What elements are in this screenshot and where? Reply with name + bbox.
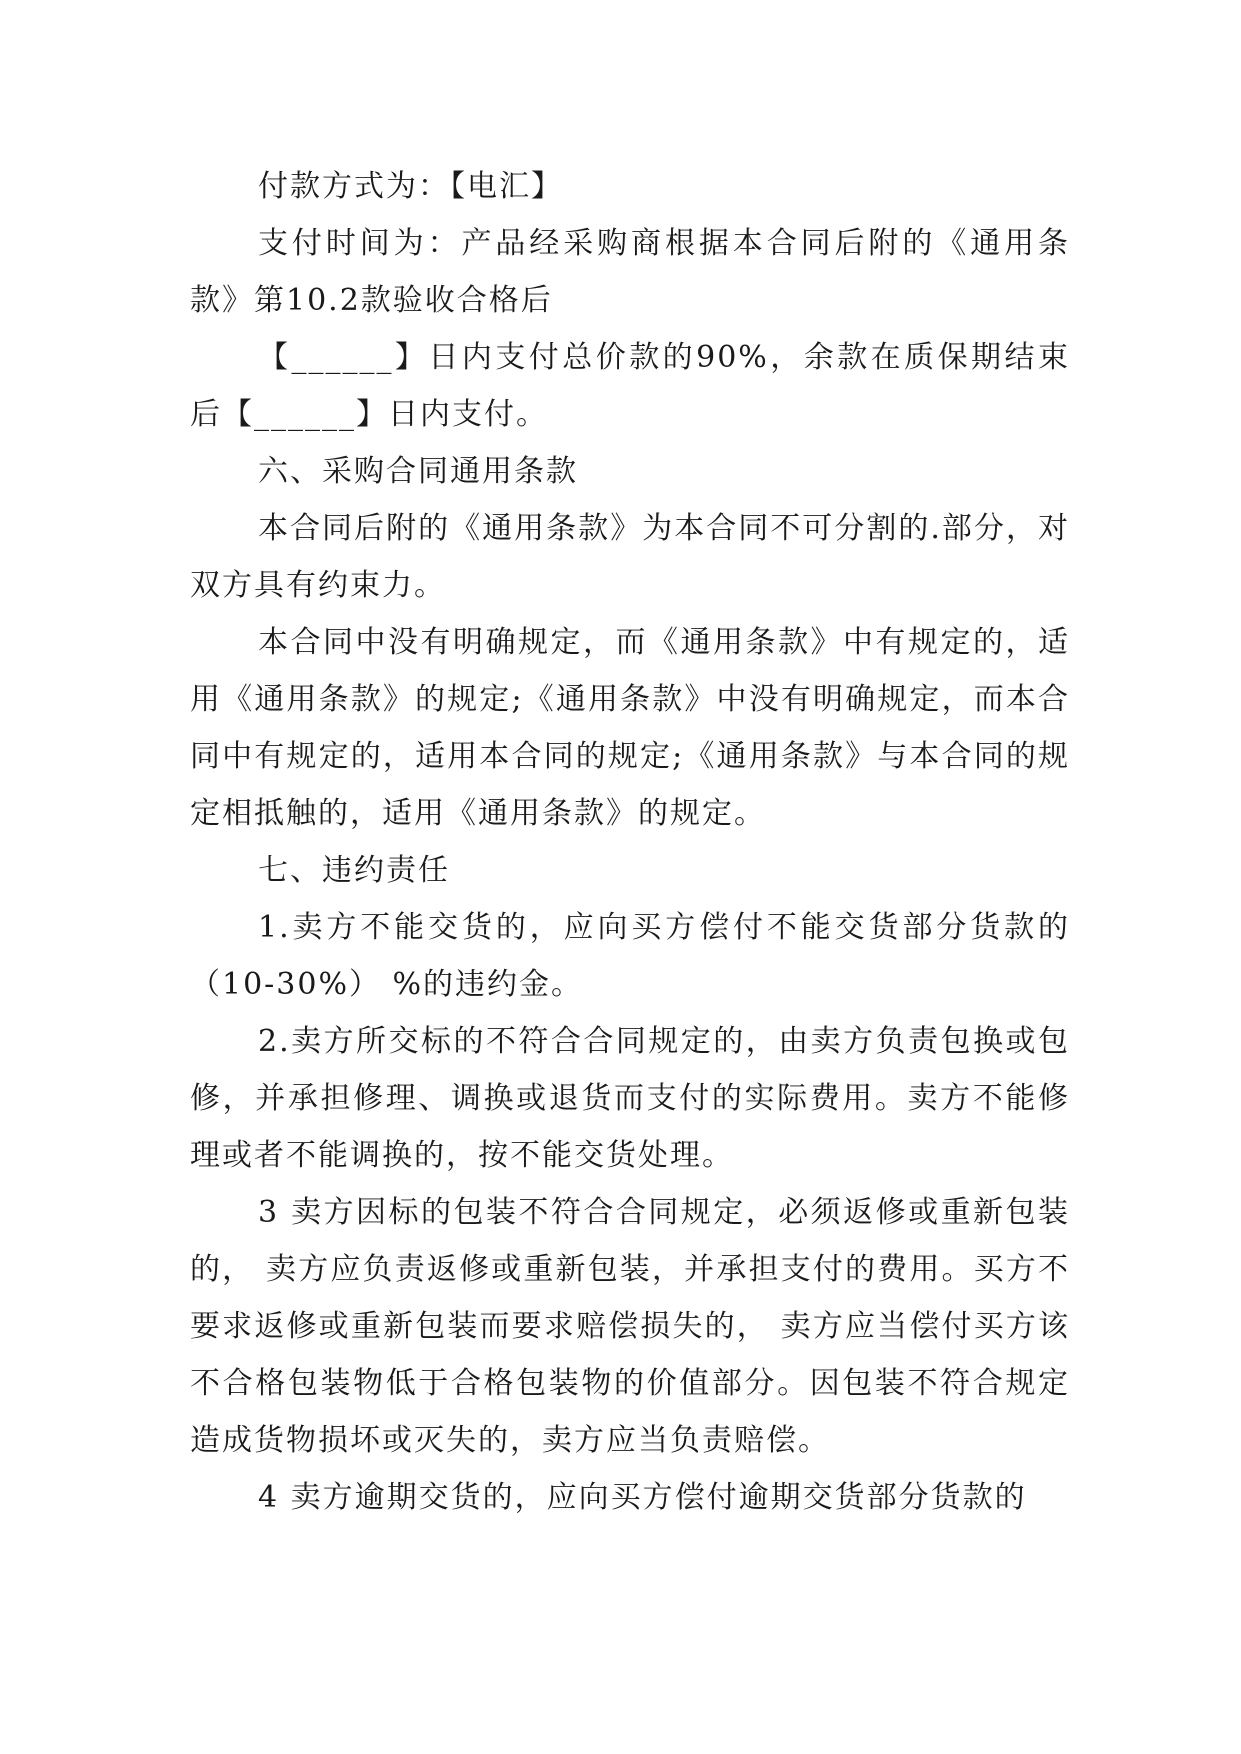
liability-clause-3: 3 卖方因标的包装不符合合同规定，必须返修或重新包装的， 卖方应负责返修或重新包装，并承担支付的费用。买方不要求返修或重新包装而要求赔偿损失的， 卖方应当偿付买方该不合格包装物低于合格包装物的价值部分。因包装不符合规定造成货物损坏或灭失的，卖方应当负责赔偿。 [190,1195,1070,1458]
contract-text-body [190,158,1070,1526]
section-heading-liability: 七、违约责任 [258,853,450,888]
liability-clause-2: 2.卖方所交标的不符合合同规定的，由卖方负责包换或包修，并承担修理、调换或退货而支付的实际费用。卖方不能修理或者不能调换的，按不能交货处理。 [190,1024,1070,1173]
payment-terms-paragraph: 【______】日内支付总价款的90%，余款在质保期结束后【______】日内支付。 [190,340,1070,432]
section-heading-general-terms: 六、采购合同通用条款 [258,454,578,489]
general-terms-precedence-paragraph: 本合同中没有明确规定，而《通用条款》中有规定的，适用《通用条款》的规定;《通用条款》中没有明确规定，而本合同中有规定的，适用本合同的规定;《通用条款》与本合同的规定相抵触的，适用《通用条款》的规定。 [190,625,1070,831]
payment-time-paragraph: 支付时间为：产品经采购商根据本合同后附的《通用条款》第10.2款验收合格后 [190,226,1070,318]
liability-clause-4: 4 卖方逾期交货的，应向买方偿付逾期交货部分货款的 [258,1480,1027,1515]
liability-clause-1: 1.卖方不能交货的，应向买方偿付不能交货部分货款的（10-30%） %的违约金。 [190,910,1070,1002]
general-terms-binding-paragraph: 本合同后附的《通用条款》为本合同不可分割的.部分，对双方具有约束力。 [190,511,1070,603]
payment-method-line: 付款方式为：【电汇】 [258,169,563,204]
